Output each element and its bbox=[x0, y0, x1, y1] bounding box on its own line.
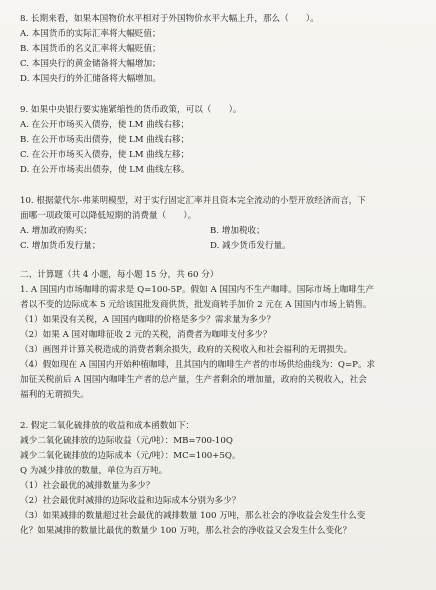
question-8-option-c: C. 本国央行的黄金储备将大幅增加； bbox=[20, 59, 161, 69]
problem-2-line: 2. 假定二氧化硫排放的收益和成本函数如下： bbox=[20, 421, 195, 431]
question-9 bbox=[20, 103, 424, 178]
problem-2-line: Q 为减少排放的数量，单位为百万吨。 bbox=[20, 466, 168, 476]
problem-1-line: （4）假如现在 A 国国内开始种植咖啡，且其国内的咖啡生产者的市场供给曲线为：Q=P。求 bbox=[20, 360, 376, 370]
problem-2-line: 减少二氧化硫排放的边际收益（元/吨）：MB=700-10Q bbox=[20, 436, 233, 446]
question-8-stem: 8. 长期来看，如果本国物价水平相对于外国物价水平大幅上升，那么（ ）。 bbox=[20, 14, 319, 24]
problem-2 bbox=[20, 419, 424, 539]
problem-2-line: （3）如果减排的数量超过社会最优的减排数量 100 万吨，那么社会的净收益会发生什么变 bbox=[20, 511, 366, 521]
question-10-stem-line-1: 10. 根据蒙代尔-弗莱明模型，对于实行固定汇率并且资本完全流动的小型开放经济而言，下 bbox=[20, 196, 366, 206]
problem-2-line: （1）社会最优的减排数量为多少？ bbox=[20, 481, 155, 491]
problem-2-line: （2）社会最优时减排的边际收益和边际成本分别为多少？ bbox=[20, 496, 241, 506]
question-9-stem: 9. 如果中央银行要实施紧缩性的货币政策，可以（ ）。 bbox=[20, 105, 242, 115]
question-8-option-a: A. 本国货币的实际汇率将大幅贬值； bbox=[20, 29, 161, 39]
problem-2-line: 减少二氧化硫排放的边际成本（元/吨）：MC=100+5Q。 bbox=[20, 451, 241, 461]
question-10-option-a: A. 增加政府购买； bbox=[20, 226, 92, 236]
question-10-options bbox=[20, 224, 424, 254]
question-10-option-d: D. 减少货币发行量。 bbox=[210, 241, 291, 251]
question-8 bbox=[20, 12, 424, 87]
question-9-option-a: A. 在公开市场买入债券，使 LM 曲线右移； bbox=[20, 120, 190, 130]
question-9-option-c: C. 在公开市场买入债券，使 LM 曲线左移； bbox=[20, 150, 190, 160]
problem-1-line: 加征关税前后 A 国国内咖啡生产者的总产量，生产者剩余的增加量，政府的关税收入，社会 bbox=[20, 375, 367, 385]
problem-1-line: 1. A 国国内市场咖啡的需求是 Q=100-5P。假如 A 国国内不生产咖啡。国际市场上咖啡生产 bbox=[20, 285, 375, 295]
question-9-option-b: B. 在公开市场卖出债券，使 LM 曲线右移； bbox=[20, 135, 190, 145]
problem-1-line: 者以不变的边际成本 5 元给该国批发商供货，批发商转手加价 2 元在 A 国国内市场上销售。 bbox=[20, 300, 372, 310]
problem-1-line: 福利的无谓损失。 bbox=[20, 390, 89, 400]
question-10-stem-line-2: 面哪一项政策可以降低短期的消费量（ ）。 bbox=[20, 211, 197, 221]
question-10-option-b: B. 增加税收； bbox=[210, 226, 265, 236]
problem-1-line: （3）画图并计算关税造成的消费者剩余损失，政府的关税收入和社会福利的无谓损失。 bbox=[20, 345, 353, 355]
question-10-option-c: C. 增加货币发行量； bbox=[20, 241, 101, 251]
problem-1 bbox=[20, 283, 424, 403]
question-9-option-d: D. 在公开市场卖出债券，使 LM 曲线左移。 bbox=[20, 165, 190, 175]
problem-1-line: （2）如果 A 国对咖啡征收 2 元的关税，消费者为咖啡支付多少？ bbox=[20, 330, 272, 340]
question-8-option-b: B. 本国货币的名义汇率将大幅贬值； bbox=[20, 44, 161, 54]
question-10 bbox=[20, 194, 424, 254]
question-8-option-d: D. 本国央行的外汇储备将大幅增加。 bbox=[20, 74, 161, 84]
problem-2-line: 化？如果减排的数量比最优的数量少 100 万吨，那么社会的净收益又会发生什么变化？ bbox=[20, 526, 352, 536]
section-heading: 二、计算题（共 4 小题，每小题 15 分，共 60 分） bbox=[20, 270, 219, 280]
problem-1-line: （1）如果没有关税，A 国国内咖啡的价格是多少？需求量为多少？ bbox=[20, 315, 276, 325]
